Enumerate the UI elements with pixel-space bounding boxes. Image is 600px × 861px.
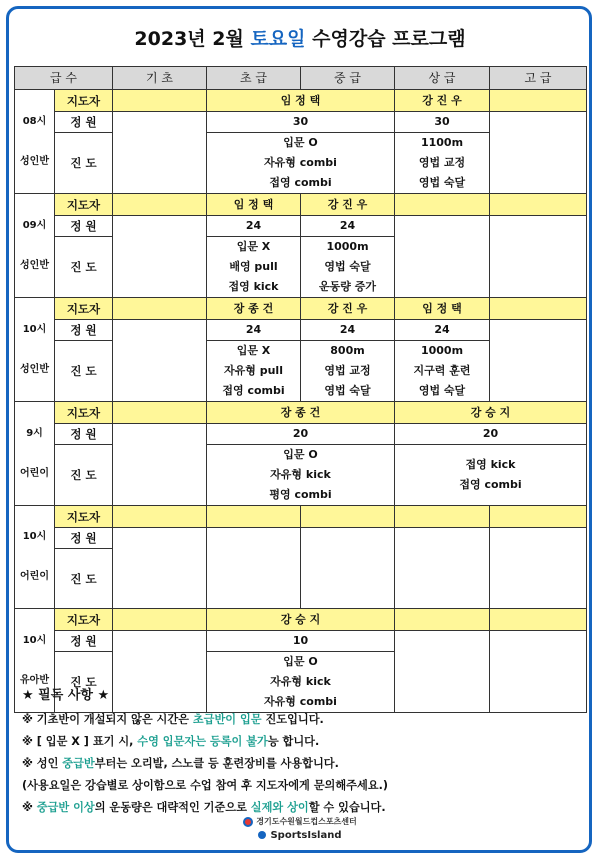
progress-label: 진 도 bbox=[55, 652, 113, 713]
header-beginner: 초 급 bbox=[207, 67, 301, 90]
capacity-value: 24 bbox=[207, 216, 301, 237]
table-row bbox=[15, 609, 587, 631]
progress-cell: 입문 O 자유형 combi 접영 combi bbox=[207, 133, 395, 194]
progress-cell: 접영 kick 접영 combi bbox=[395, 445, 587, 506]
header-level: 급 수 bbox=[15, 67, 113, 90]
header-row bbox=[15, 67, 587, 90]
table-row bbox=[15, 402, 587, 424]
capacity-label: 정 원 bbox=[55, 216, 113, 237]
instructor-label: 지도자 bbox=[55, 194, 113, 216]
brand-logo-icon bbox=[258, 831, 266, 839]
instructor-name: 장 종 건 bbox=[207, 402, 395, 424]
table-row bbox=[15, 506, 587, 528]
table-row bbox=[15, 194, 587, 216]
footer-org: 경기도수원월드컵스포츠센터 bbox=[0, 816, 600, 827]
schedule-table bbox=[14, 66, 587, 713]
capacity-label: 정 원 bbox=[55, 528, 113, 549]
note-line: (사용요일은 강습별로 상이함으로 수업 참여 후 지도자에게 문의해주세요.) bbox=[22, 779, 388, 792]
instructor-name: 강 승 지 bbox=[207, 609, 395, 631]
note-line: ※ 기초반이 개설되지 않은 시간은 초급반이 입문 진도입니다. bbox=[22, 713, 324, 726]
capacity-label: 정 원 bbox=[55, 112, 113, 133]
table-row bbox=[15, 631, 587, 652]
table-row bbox=[15, 528, 587, 549]
table-row bbox=[15, 445, 587, 506]
instructor-name: 강 진 우 bbox=[301, 194, 395, 216]
session-cell: 09시 성인반 bbox=[15, 194, 55, 298]
table-row bbox=[15, 424, 587, 445]
capacity-label: 정 원 bbox=[55, 424, 113, 445]
capacity-value: 20 bbox=[207, 424, 395, 445]
capacity-value: 24 bbox=[301, 320, 395, 341]
table-row bbox=[15, 298, 587, 320]
capacity-value: 20 bbox=[395, 424, 587, 445]
note-line: ※ 성인 중급반부터는 오리발, 스노클 등 훈련장비를 사용합니다. bbox=[22, 757, 339, 770]
session-cell: 10시 유아반 bbox=[15, 609, 55, 713]
notes-heading: ★ 필독 사항 ★ bbox=[22, 688, 110, 703]
footer-brand: SportsIsland bbox=[0, 830, 600, 841]
table-row bbox=[15, 320, 587, 341]
progress-label: 진 도 bbox=[55, 549, 113, 609]
progress-label: 진 도 bbox=[55, 237, 113, 298]
instructor-label: 지도자 bbox=[55, 298, 113, 320]
capacity-label: 정 원 bbox=[55, 631, 113, 652]
instructor-label: 지도자 bbox=[55, 90, 113, 112]
progress-label: 진 도 bbox=[55, 133, 113, 194]
note-line: ※ [ 입문 X ] 표기 시, 수영 입문자는 등록이 불가능 합니다. bbox=[22, 735, 320, 748]
session-cell: 08시 성인반 bbox=[15, 90, 55, 194]
session-cell: 10시 성인반 bbox=[15, 298, 55, 402]
instructor-name: 장 종 건 bbox=[207, 298, 301, 320]
capacity-value: 24 bbox=[301, 216, 395, 237]
capacity-value: 10 bbox=[207, 631, 395, 652]
progress-cell: 입문 O 자유형 kick 자유형 combi bbox=[207, 652, 395, 713]
session-cell: 9시 어린이 bbox=[15, 402, 55, 506]
table-row bbox=[15, 90, 587, 112]
progress-cell: 1000m 지구력 훈련 영법 숙달 bbox=[395, 341, 490, 402]
progress-cell: 입문 X 배영 pull 접영 kick bbox=[207, 237, 301, 298]
instructor-label: 지도자 bbox=[55, 402, 113, 424]
table-row bbox=[15, 216, 587, 237]
header-advanced: 고 급 bbox=[490, 67, 587, 90]
header-basic: 기 초 bbox=[113, 67, 207, 90]
title-highlight: 토요일 bbox=[250, 28, 306, 50]
capacity-label: 정 원 bbox=[55, 320, 113, 341]
header-intermediate: 중 급 bbox=[301, 67, 395, 90]
instructor-name: 강 진 우 bbox=[301, 298, 395, 320]
footer bbox=[0, 816, 600, 841]
instructor-name: 임 정 택 bbox=[207, 90, 395, 112]
progress-cell: 입문 O 자유형 kick 평영 combi bbox=[207, 445, 395, 506]
instructor-name: 강 진 우 bbox=[395, 90, 490, 112]
progress-cell: 1100m 영법 교정 영법 숙달 bbox=[395, 133, 490, 194]
progress-cell: 1000m 영법 숙달 운동량 증가 bbox=[301, 237, 395, 298]
notes-section bbox=[22, 684, 582, 819]
capacity-value: 24 bbox=[395, 320, 490, 341]
progress-cell: 입문 X 자유형 pull 접영 combi bbox=[207, 341, 301, 402]
instructor-name: 임 정 택 bbox=[395, 298, 490, 320]
instructor-name: 임 정 택 bbox=[207, 194, 301, 216]
header-upper: 상 급 bbox=[395, 67, 490, 90]
note-line: ※ 중급반 이상의 운동량은 대략적인 기준으로 실제와 상이할 수 있습니다. bbox=[22, 801, 386, 814]
table-row bbox=[15, 112, 587, 133]
page-title: 2023년 2월 토요일 수영강습 프로그램 bbox=[134, 28, 466, 50]
instructor-label: 지도자 bbox=[55, 506, 113, 528]
instructor-name: 강 승 지 bbox=[395, 402, 587, 424]
session-cell: 10시 어린이 bbox=[15, 506, 55, 609]
progress-label: 진 도 bbox=[55, 445, 113, 506]
center-logo-icon bbox=[243, 817, 253, 827]
progress-cell: 800m 영법 교정 영법 숙달 bbox=[301, 341, 395, 402]
capacity-value: 30 bbox=[395, 112, 490, 133]
progress-label: 진 도 bbox=[55, 341, 113, 402]
instructor-label: 지도자 bbox=[55, 609, 113, 631]
capacity-value: 24 bbox=[207, 320, 301, 341]
capacity-value: 30 bbox=[207, 112, 395, 133]
